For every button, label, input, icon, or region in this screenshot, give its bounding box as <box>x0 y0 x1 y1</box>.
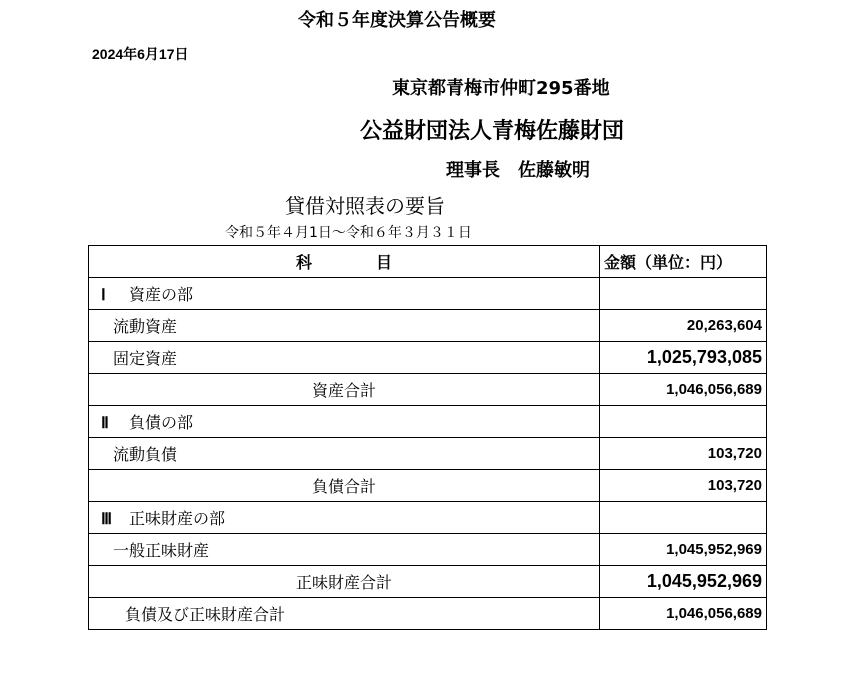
chairman-name: 理事長 佐藤敏明 <box>446 160 590 181</box>
table-row <box>89 438 767 470</box>
amount-current-liabilities: 103,720 <box>600 438 767 470</box>
amount-total-liabilities: 103,720 <box>600 470 767 502</box>
section-numeral: Ⅲ <box>101 511 113 528</box>
column-header-amount: 金額（単位：円） <box>600 246 767 278</box>
empty-amount-cell <box>600 502 767 534</box>
row-label-total-net-assets: 正味財産合計 <box>89 566 600 598</box>
row-label-total-liabilities: 負債合計 <box>89 470 600 502</box>
table-row <box>89 342 767 374</box>
empty-amount-cell <box>600 406 767 438</box>
organization-name: 公益財団法人青梅佐藤財団 <box>360 119 625 144</box>
column-header-subject: 科 目 <box>89 246 600 278</box>
row-label-current-assets: 流動資産 <box>89 310 600 342</box>
section-numeral: Ⅱ <box>101 415 109 432</box>
table-row <box>89 310 767 342</box>
table-row <box>89 534 767 566</box>
amount-total-net-assets: 1,045,952,969 <box>600 566 767 598</box>
row-label-current-liabilities: 流動負債 <box>89 438 600 470</box>
table-header-row <box>89 246 767 278</box>
fiscal-period: 令和５年４月1日～令和６年３月３１日 <box>225 225 472 241</box>
empty-amount-cell <box>600 278 767 310</box>
amount-general-net-assets: 1,045,952,969 <box>600 534 767 566</box>
document-title: 令和５年度決算公告概要 <box>298 10 496 31</box>
row-label-fixed-assets: 固定資産 <box>89 342 600 374</box>
section-numeral: Ⅰ <box>101 287 106 304</box>
section-row-assets <box>89 278 767 310</box>
row-label-total-assets: 資産合計 <box>89 374 600 406</box>
section-label-assets <box>89 278 600 310</box>
total-row <box>89 374 767 406</box>
row-label-total-liabilities-and-net-assets: 負債及び正味財産合計 <box>89 598 600 630</box>
section-label-liabilities <box>89 406 600 438</box>
amount-current-assets: 20,263,604 <box>600 310 767 342</box>
section-row-net-assets <box>89 502 767 534</box>
row-label-general-net-assets: 一般正味財産 <box>89 534 600 566</box>
balance-sheet-title: 貸借対照表の要旨 <box>285 194 445 218</box>
section-label-net-assets <box>89 502 600 534</box>
total-row <box>89 566 767 598</box>
section-label: 資産の部 <box>129 285 194 304</box>
balance-sheet-table <box>88 245 767 630</box>
section-label: 正味財産の部 <box>129 509 226 528</box>
amount-total-assets: 1,046,056,689 <box>600 374 767 406</box>
publication-date: 2024年6月17日 <box>92 46 189 62</box>
section-label: 負債の部 <box>129 413 194 432</box>
amount-fixed-assets: 1,025,793,085 <box>600 342 767 374</box>
amount-total-liabilities-and-net-assets: 1,046,056,689 <box>600 598 767 630</box>
total-row <box>89 470 767 502</box>
organization-address: 東京都青梅市仲町295番地 <box>392 78 610 99</box>
grand-total-row <box>89 598 767 630</box>
section-row-liabilities <box>89 406 767 438</box>
